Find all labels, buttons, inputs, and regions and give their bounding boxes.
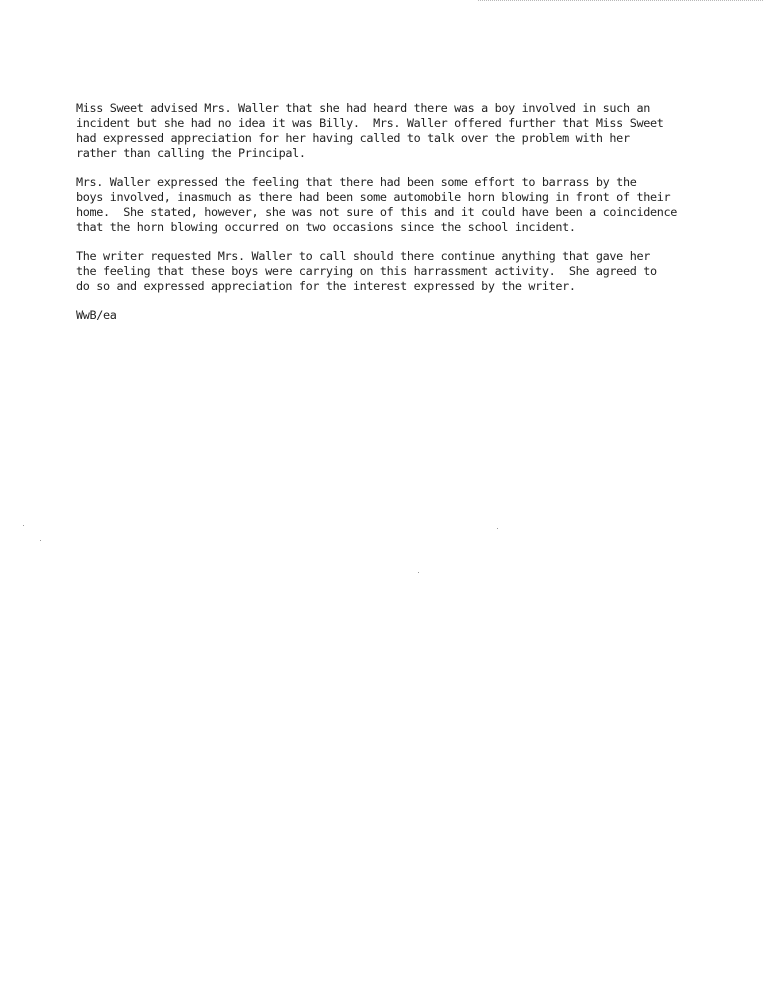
scan-speck	[497, 528, 498, 529]
text-line: Mrs. Waller expressed the feeling that there had been some effort to barrass by the	[76, 175, 637, 189]
scan-speck	[40, 540, 41, 541]
text-line: do so and expressed appreciation for the interest expressed by the writer.	[76, 279, 576, 293]
text-line: Miss Sweet advised Mrs. Waller that she had heard there was a boy involved in such an	[76, 101, 650, 115]
memo-body	[76, 101, 756, 323]
text-line: the feeling that these boys were carrying on this harrassment activity. She agreed to	[76, 264, 657, 278]
text-line: rather than calling the Principal.	[76, 146, 306, 160]
scan-speck	[23, 525, 24, 526]
paragraph	[76, 101, 756, 161]
text-line: had expressed appreciation for her having called to talk over the problem with her	[76, 131, 630, 145]
text-line: The writer requested Mrs. Waller to call should there continue anything that gave her	[76, 249, 650, 263]
top-edge-marks	[478, 0, 763, 1]
scan-speck	[418, 572, 419, 573]
paragraph	[76, 175, 756, 235]
text-line: home. She stated, however, she was not sure of this and it could have been a coincidence	[76, 205, 677, 219]
paragraph	[76, 249, 756, 294]
typist-initials: WwB/ea	[76, 308, 117, 322]
text-line: boys involved, inasmuch as there had been some automobile horn blowing in front of their	[76, 190, 671, 204]
text-line: that the horn blowing occurred on two occasions since the school incident.	[76, 220, 576, 234]
text-line: incident but she had no idea it was Billy. Mrs. Waller offered further that Miss Sweet	[76, 116, 664, 130]
